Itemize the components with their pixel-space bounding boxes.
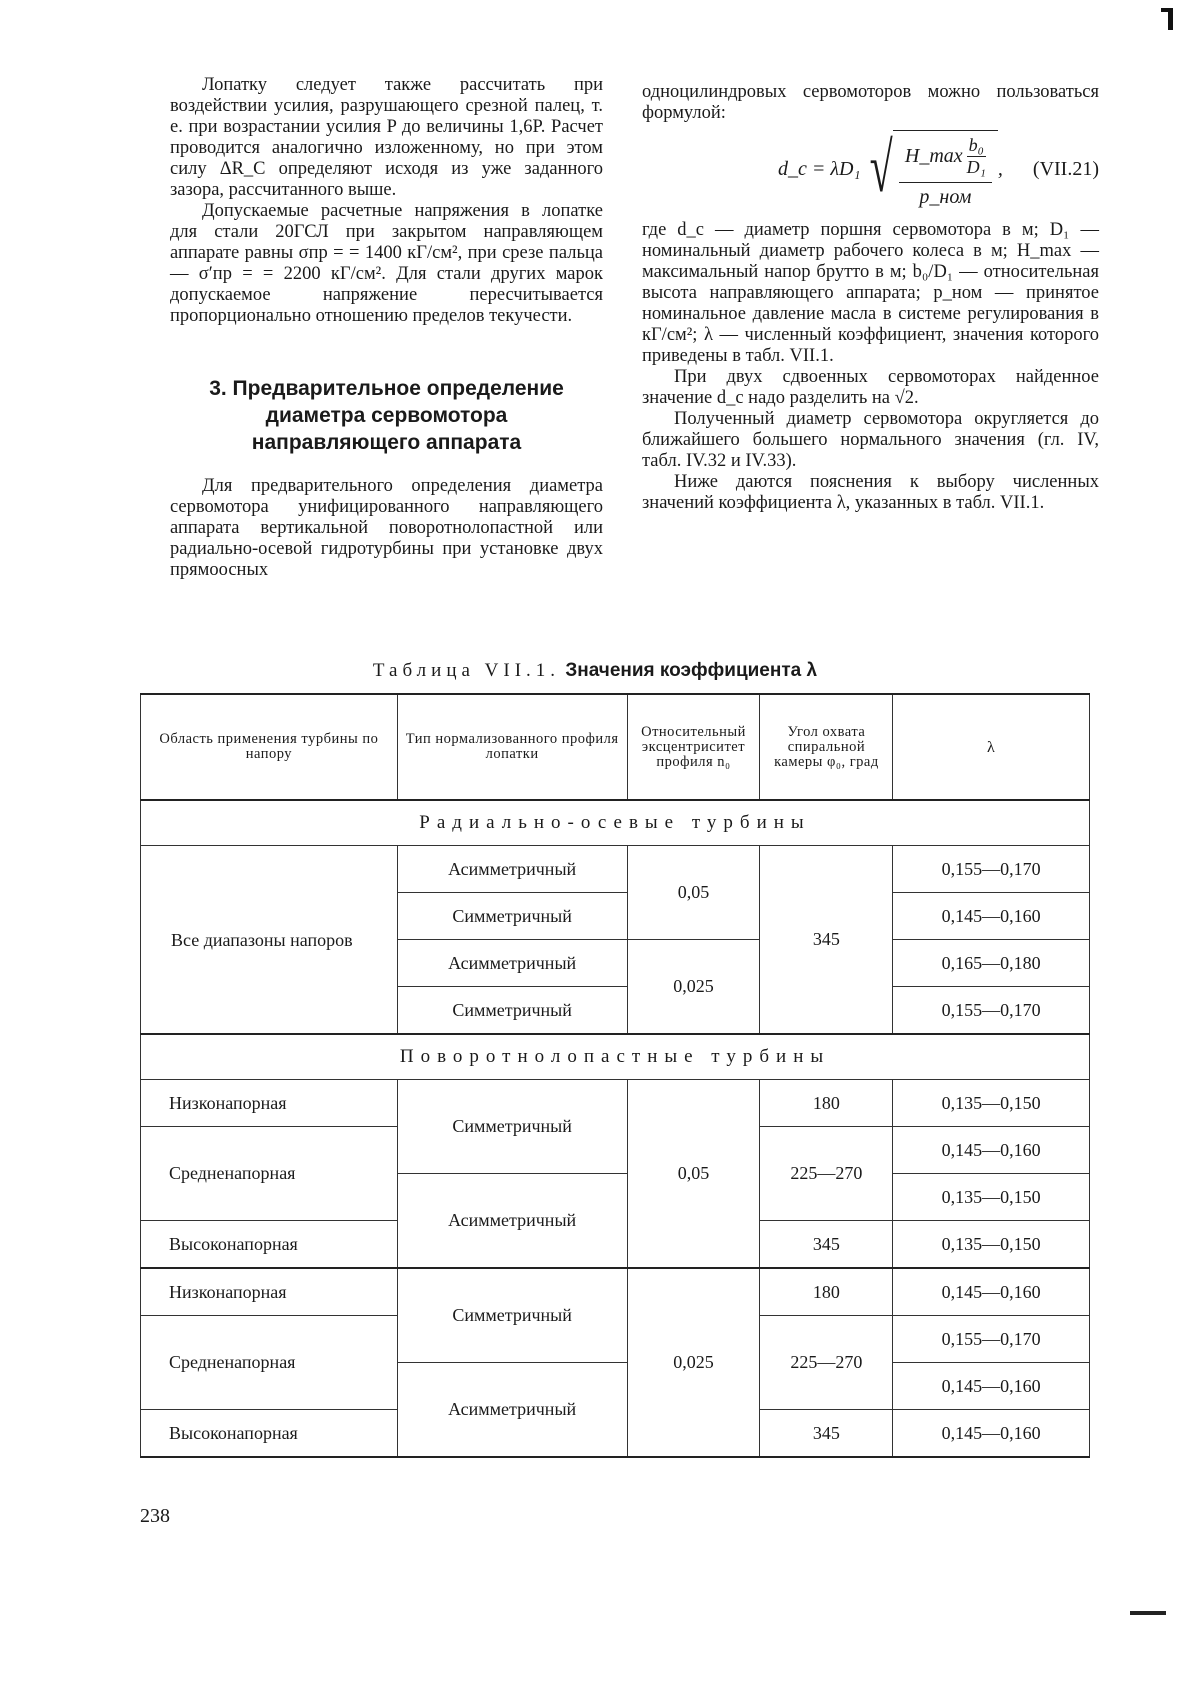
formula-vii-21 xyxy=(642,130,1099,208)
table-section-row xyxy=(141,1034,1090,1080)
cell-lambda: 0,165—0,180 xyxy=(893,940,1090,987)
cell-angle: 180 xyxy=(760,1080,893,1127)
section-kaplan: Поворотнолопастные турбины xyxy=(141,1034,1090,1080)
cell-profile: Симметричный xyxy=(397,1080,627,1174)
cell-area: Средненапорная xyxy=(141,1127,398,1221)
cell-eccentricity: 0,05 xyxy=(627,846,760,940)
cell-angle: 345 xyxy=(760,1410,893,1458)
section-heading xyxy=(170,375,603,456)
cell-lambda: 0,155—0,170 xyxy=(893,846,1090,893)
cell-eccentricity: 0,025 xyxy=(627,940,760,1035)
header-angle: Угол охвата спиральной камеры φ₀, град xyxy=(760,694,893,800)
cell-angle: 225—270 xyxy=(760,1316,893,1410)
paragraph: Допускаемые расчетные напряжения в лопатке для стали 20ГСЛ при закрытом направляющем аппарате равны σпр = = 1400 кГ/см², при срезе пальца — σ′пр = = 2200 кГ/см². Для стали других марок допускаемое напряжение пересчитывается пропорционально отношению пределов текучести. xyxy=(170,201,603,326)
section-radial-axial: Радиально-осевые турбины xyxy=(141,800,1090,846)
cell-area: Высоконапорная xyxy=(141,1221,398,1269)
table-header-row xyxy=(141,694,1090,800)
cell-angle: 345 xyxy=(760,1221,893,1269)
table-row xyxy=(141,1080,1090,1127)
header-area: Область применения турбины по напору xyxy=(141,694,398,800)
formula-lhs: d_c = λD₁ xyxy=(778,157,861,180)
cell-area: Средненапорная xyxy=(141,1316,398,1410)
table-section-row xyxy=(141,800,1090,846)
heading-line: диаметра сервомотора xyxy=(265,404,508,427)
cell-lambda: 0,135—0,150 xyxy=(893,1174,1090,1221)
page-number: 238 xyxy=(140,1505,170,1527)
heading-line: 3. Предварительное определение xyxy=(209,377,564,400)
cell-angle: 225—270 xyxy=(760,1127,893,1221)
formula-radicand xyxy=(893,130,998,208)
header-eccentricity: Относительный эксцентриситет профиля n₀ xyxy=(627,694,760,800)
cell-area: Низконапорная xyxy=(141,1268,398,1316)
cell-area: Высоконапорная xyxy=(141,1410,398,1458)
table-caption xyxy=(0,660,1190,682)
cell-profile: Симметричный xyxy=(397,1268,627,1363)
formula-h: H_max xyxy=(904,145,963,167)
cell-lambda: 0,135—0,150 xyxy=(893,1221,1090,1269)
cell-lambda: 0,145—0,160 xyxy=(893,893,1090,940)
table-caption-prefix: Таблица VII.1. xyxy=(372,660,561,681)
table-caption-title: Значения коэффициента λ xyxy=(565,660,818,681)
paragraph: При двух сдвоенных сервомоторах найденное значение d_c надо разделить на √2. xyxy=(642,367,1099,408)
formula-denominator: p_ном xyxy=(919,186,972,208)
cell-lambda: 0,135—0,150 xyxy=(893,1080,1090,1127)
cell-profile: Асимметричный xyxy=(397,1174,627,1269)
cell-eccentricity: 0,05 xyxy=(627,1080,760,1269)
cell-lambda: 0,145—0,160 xyxy=(893,1363,1090,1410)
table-row xyxy=(141,1268,1090,1316)
cell-profile: Симметричный xyxy=(397,987,627,1035)
cell-lambda: 0,155—0,170 xyxy=(893,987,1090,1035)
paragraph: одноцилиндровых сервомоторов можно пользоваться формулой: xyxy=(642,82,1099,123)
scan-corner-mark-vertical xyxy=(1168,8,1173,30)
right-column xyxy=(642,82,1099,514)
cell-area: Все диапазоны напоров xyxy=(141,846,398,1035)
heading-line: направляющего аппарата xyxy=(251,431,522,454)
cell-eccentricity: 0,025 xyxy=(627,1268,760,1457)
paragraph: Полученный диаметр сервомотора округляется до ближайшего большего нормального значения (гл. IV, табл. IV.32 и IV.33). xyxy=(642,409,1099,471)
cell-lambda: 0,145—0,160 xyxy=(893,1410,1090,1458)
paragraph: Для предварительного определения диаметра сервомотора унифицированного направляющего аппарата вертикальной поворотнолопастной или радиально-осевой гидротурбины при установке двух прямоосных xyxy=(170,476,603,580)
cell-lambda: 0,155—0,170 xyxy=(893,1316,1090,1363)
cell-area: Низконапорная xyxy=(141,1080,398,1127)
table-row xyxy=(141,846,1090,893)
cell-lambda: 0,145—0,160 xyxy=(893,1268,1090,1316)
cell-angle: 345 xyxy=(760,846,893,1035)
cell-profile: Асимметричный xyxy=(397,846,627,893)
paragraph: где d_c — диаметр поршня сервомотора в м; D₁ — номинальный диаметр рабочего колеса в м; H_max — максимальный напор брутто в м; b₀/D₁ — относительная высота направляющего аппарата; p_ном — принятое номинальное давление масла в системе регулирования в кГ/см²; λ — численный коэффициент, значения которого приведены в табл. VII.1. xyxy=(642,220,1099,366)
formula-comma: , xyxy=(997,157,1003,180)
scan-mark xyxy=(1130,1611,1166,1615)
header-profile: Тип нормализованного профиля лопатки xyxy=(397,694,627,800)
cell-profile: Симметричный xyxy=(397,893,627,940)
formula-ratio-top: b₀ xyxy=(968,135,984,155)
equation-number: (VII.21) xyxy=(1032,157,1099,180)
cell-profile: Асимметричный xyxy=(397,1363,627,1458)
header-lambda: λ xyxy=(893,694,1090,800)
left-column xyxy=(170,75,603,581)
paragraph: Ниже даются пояснения к выбору численных значений коэффициента λ, указанных в табл. VII.1. xyxy=(642,472,1099,513)
formula-ratio-bottom: D₁ xyxy=(966,157,986,177)
sqrt-icon: √ xyxy=(870,130,894,207)
lambda-table xyxy=(140,693,1090,1458)
cell-profile: Асимметричный xyxy=(397,940,627,987)
paragraph: Лопатку следует также рассчитать при воздействии усилия, разрушающего срезной палец, т. е. при возрастании усилия P до величины 1,6P. Расчет проводится аналогично изложенному, но при этом силу ΔR_C определяют исходя из уже заданного зазора, рассчитанного выше. xyxy=(170,75,603,200)
cell-lambda: 0,145—0,160 xyxy=(893,1127,1090,1174)
formula-numerator xyxy=(899,135,992,183)
formula-ratio xyxy=(967,135,986,178)
cell-angle: 180 xyxy=(760,1268,893,1316)
